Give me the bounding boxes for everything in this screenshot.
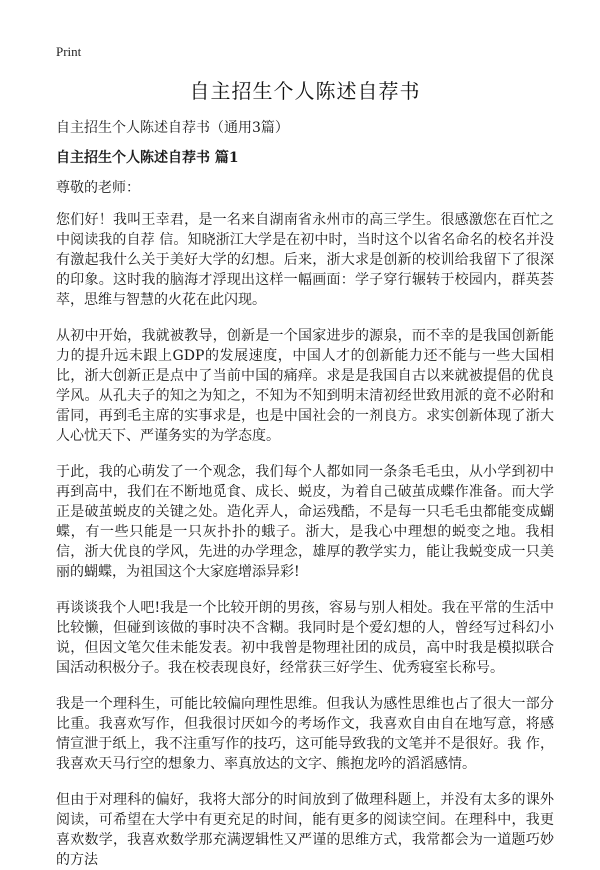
paragraph-4: 再谈谈我个人吧!我是一个比较开朗的男孩，容易与别人相处。我在平常的生活中比较懒，但碰到该做的事时决不含糊。我同时是个爱幻想的人，曾经写过科幻小说，但因文笔欠佳未能发表。初中我曾是物理社团的成员，高中时我是模拟联合国活动积极分子。我在校表现良好，经常获三好学生、优秀寝室长称号。 xyxy=(56,600,554,676)
document-title: 自主招生个人陈述自荐书 xyxy=(189,79,421,103)
paragraph-2: 从初中开始，我就被教导，创新是一个国家进步的源泉，而不幸的是我国创新能力的提升远未跟上GDP的发展速度，中国人才的创新能力还不能与一些大国相比，浙大创新正是点中了当前中国的痛痒。求是是我国自古以来就被提倡的优良学风。从孔夫子的知之为知之，不知为不知到明末清初经世致用派的竟不必附和雷同，再到毛主席的实事求是，也是中国社会的一剂良方。求实创新体现了浙大人心忧天下、严谨务实的为学态度。 xyxy=(56,328,554,444)
paragraph-6: 但由于对理科的偏好，我将大部分的时间放到了做理科题上，并没有太多的课外阅读，可希望在大学中有更充足的时间，能有更多的阅读空间。在理科中，我更喜欢数学，我喜欢数学那充满逻辑性又严谨的思维方式，我常都会为一道题巧妙的方法 xyxy=(56,792,554,868)
document-subtitle: 自主招生个人陈述自荐书（通用3篇） xyxy=(56,120,289,136)
section-heading: 自主招生个人陈述自荐书 篇1 xyxy=(56,150,239,166)
paragraph-1: 您们好！我叫王幸君，是一名来自湖南省永州市的高三学生。很感激您在百忙之中阅读我的自荐 信。知晓浙江大学是在初中时，当时这个以省名命名的校名并没有激起我什么关于美好大学的幻想。后来，浙大求是创新的校训给我留下了很深的印象。这时我的脑海才浮现出这样一幅画面：学子穿行辗转于校园内，群英荟萃，思维与智慧的火花在此闪现。 xyxy=(56,212,554,308)
print-label: Print xyxy=(56,44,82,59)
salutation: 尊敬的老师： xyxy=(56,180,140,196)
paragraph-3: 于此，我的心萌发了一个观念，我们每个人都如同一条条毛毛虫，从小学到初中再到高中，我们在不断地觅食、成长、蜕皮，为着自己破茧成蝶作准备。而大学正是破茧蜕皮的关键之处。造化弄人，命运残酷，不是每一只毛毛虫都能变成蝴蝶，有一些只能是一只灰扑扑的蛾子。浙大，是我心中理想的蜕变之地。我相信，浙大优良的学风，先进的办学理念，雄厚的教学实力，能让我蜕变成一只美丽的蝴蝶，为祖国这个大家庭增添异彩! xyxy=(56,464,554,580)
paragraph-5: 我是一个理科生，可能比较偏向理性思维。但我认为感性思维也占了很大一部分比重。我喜欢写作，但我很讨厌如今的考场作文，我喜欢自由自在地写意，将感情宣泄于纸上，我不注重写作的技巧，这可能导致我的文笔并不是很好。我 作，我喜欢天马行空的想象力、率真放达的文字、熊抱龙吟的滔滔感情。 xyxy=(56,696,554,772)
